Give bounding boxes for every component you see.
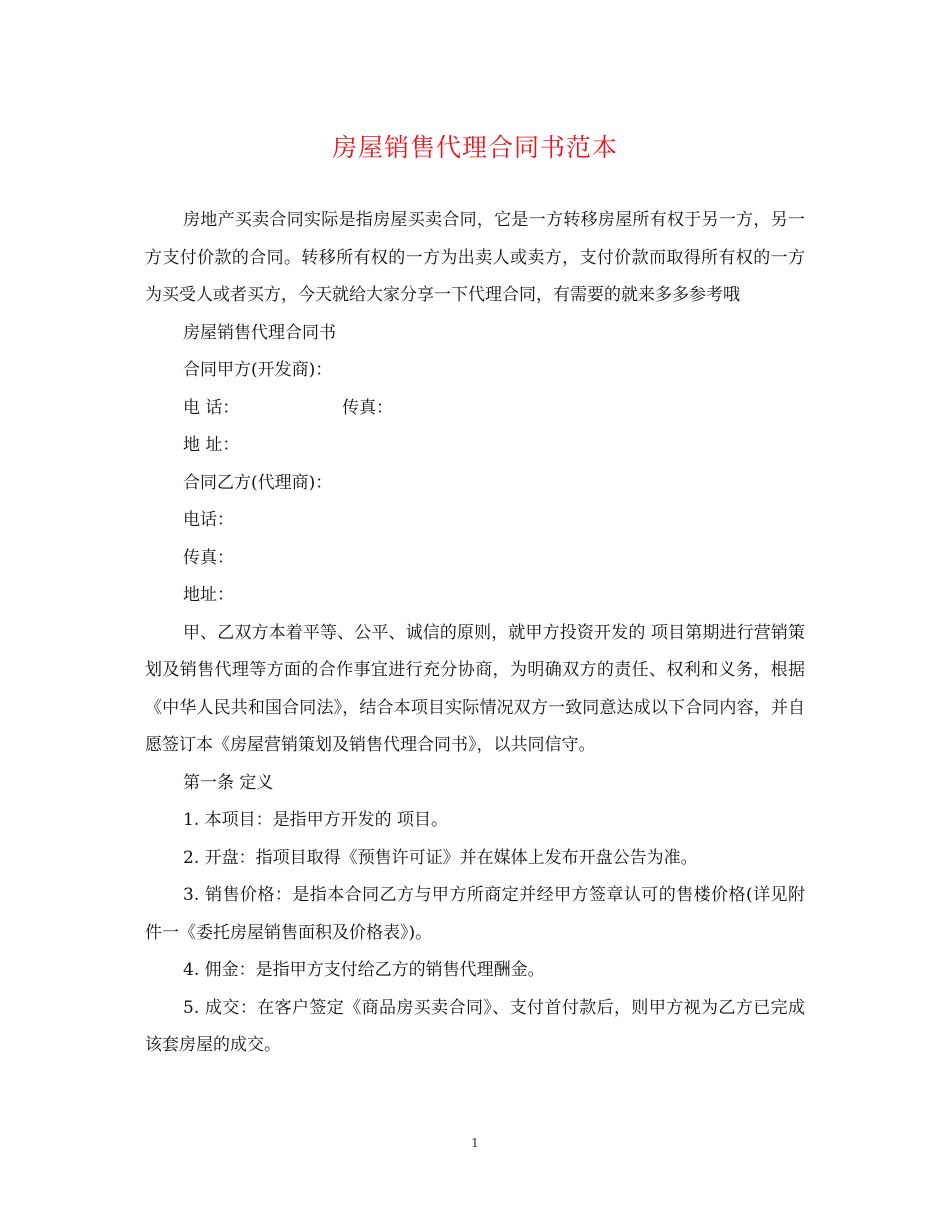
party-a-address: 地 址： <box>183 435 240 455</box>
definition-item: 5. 成交：在客户签定《商品房买卖合同》、支付首付款后，则甲方视为乙方已完成该套房屋的成交。 <box>145 997 805 1055</box>
party-a-label: 合同甲方(开发商)： <box>183 360 333 380</box>
document-body <box>145 202 805 1065</box>
page-number: 1 <box>471 1136 479 1150</box>
definition-item: 3. 销售价格：是指本合同乙方与甲方所商定并经甲方签章认可的售楼价格(详见附件一《委托房屋销售面积及价格表》)。 <box>145 885 805 943</box>
article-heading: 第一条 定义 <box>183 772 274 793</box>
party-b-address: 地址： <box>183 585 234 605</box>
definition-item: 1. 本项目：是指甲方开发的 项目。 <box>183 810 449 830</box>
contract-title: 房屋销售代理合同书 <box>183 322 336 343</box>
document-title: 房屋销售代理合同书范本 <box>331 133 618 162</box>
definition-item: 4. 佣金：是指甲方支付给乙方的销售代理酬金。 <box>183 960 545 980</box>
party-a-phone-fax: 电 话： 传真： <box>183 397 394 418</box>
definition-item: 2. 开盘：指项目取得《预售许可证》并在媒体上发布开盘公告为准。 <box>183 847 698 868</box>
party-b-fax: 传真： <box>183 547 234 568</box>
party-b-phone: 电话： <box>183 510 234 530</box>
intro-paragraph: 房地产买卖合同实际是指房屋买卖合同，它是一方转移房屋所有权于另一方，另一方支付价款的合同。转移所有权的一方为出卖人或卖方，支付价款而取得所有权的一方为买受人或者买方，今天就给大家分享一下代理合同，有需要的就来多多参考哦 <box>145 210 805 305</box>
party-b-label: 合同乙方(代理商)： <box>183 472 333 493</box>
preamble-paragraph: 甲、乙双方本着平等、公平、诚信的原则，就甲方投资开发的 项目第期进行营销策划及销售代理等方面的合作事宜进行充分协商，为明确双方的责任、权利和义务，根据《中华人民共和国合同法》，结合本项目实际情况双方一致同意达成以下合同内容，并自愿签订本《房屋营销策划及销售代理合同书》，以共同信守。 <box>145 622 805 755</box>
